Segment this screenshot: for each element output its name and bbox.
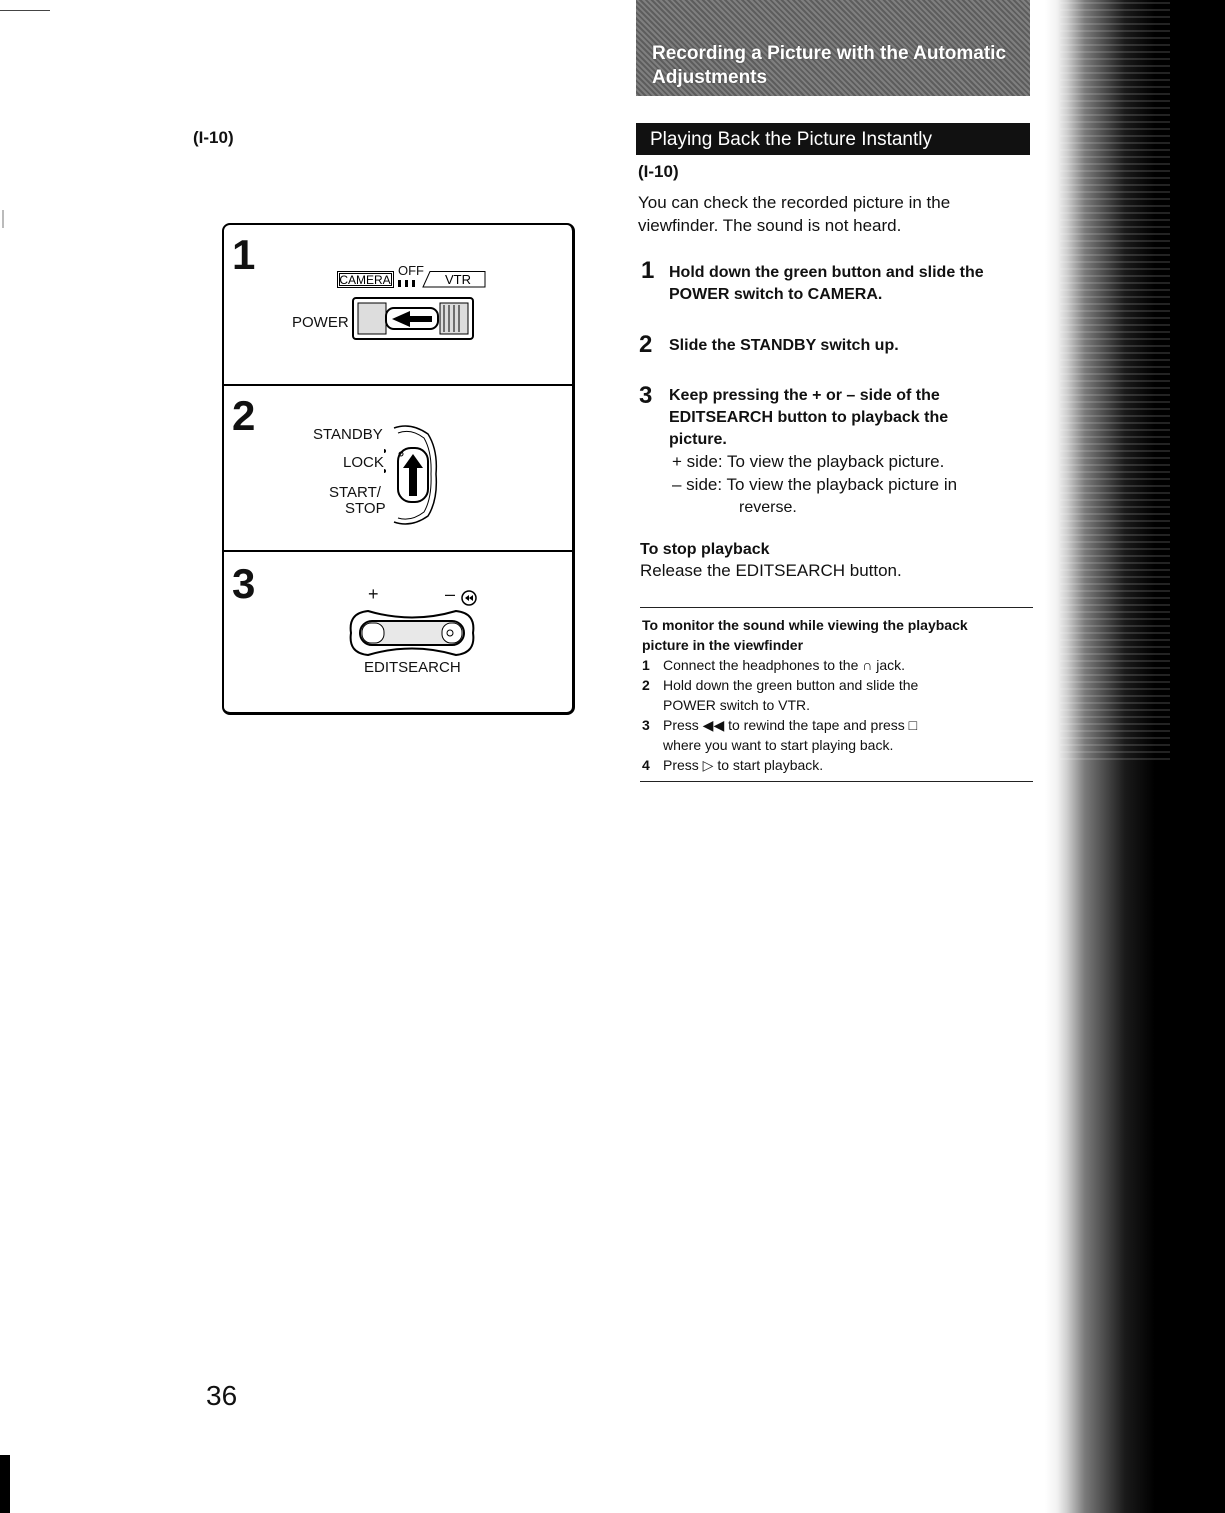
step-instruction: Slide the STANDBY switch up. [669,337,899,354]
section-figure-reference: (I-10) [638,162,679,181]
minus-side-detail: – side: To view the playback picture in [672,475,958,494]
step-line: EDITSEARCH button to playback the [669,409,949,426]
diagram-step-number: 3 [232,560,256,607]
scan-noise [1060,0,1170,760]
vtr-label: VTR [445,272,471,287]
list-item-number: 1 [642,657,650,673]
note-heading [642,615,1027,655]
intro-paragraph [638,191,1008,237]
chapter-title [652,42,1032,90]
list-item-line: where you want to start playing back. [663,737,894,753]
step-instruction [669,385,1009,451]
chapter-title-line2: Adjustments [652,67,768,88]
list-item-line: Press ◀◀ to rewind the tape and press □ [663,717,918,733]
diagram-step-number: 2 [232,392,256,439]
step-line: Keep pressing the + or – side of the [669,387,940,404]
diagram-divider [222,384,575,386]
note-bottom-rule [640,781,1033,782]
reverse-search-icon [460,589,478,607]
list-item-line: POWER switch to VTR. [663,697,811,713]
step-line: POWER switch to CAMERA. [669,286,883,303]
off-label: OFF [398,263,424,278]
stop-heading: To stop playback [640,541,770,558]
list-item-text [663,715,1023,755]
step-number: 2 [639,331,653,358]
list-item-number: 2 [642,677,650,693]
diagram-step-number: 1 [232,231,256,278]
scan-rule [0,10,50,11]
note-heading-line: picture in the viewfinder [642,637,804,653]
note-top-rule [640,607,1033,608]
power-label: POWER [292,314,349,331]
standby-switch-icon [384,424,438,526]
power-switch-icon [352,295,474,343]
diagram-divider [222,550,575,552]
note-heading-line: To monitor the sound while viewing the playback [642,617,968,633]
lock-label: LOCK [343,454,384,471]
minus-side-detail-cont: reverse. [739,499,797,516]
step-line: Hold down the green button and slide the [669,264,984,281]
list-item-number: 3 [642,717,650,733]
step-number: 3 [639,382,653,409]
intro-line: viewfinder. The sound is not heard. [638,216,902,235]
list-item-text [663,675,1023,715]
section-title: Playing Back the Picture Instantly [650,129,932,150]
plus-label: + [368,584,379,604]
stop-label: STOP [345,500,386,517]
intro-line: You can check the recorded picture in the [638,193,951,212]
step-line: picture. [669,431,727,448]
list-item-text: Press ▷ to start playback. [663,757,824,773]
step-instruction [669,262,1029,306]
chapter-title-line1: Recording a Picture with the Automatic [652,43,1007,64]
start-label: START/ [329,484,381,501]
plus-side-detail: + side: To view the playback picture. [672,452,945,471]
editsearch-label: EDITSEARCH [364,659,461,676]
list-item-text: Connect the headphones to the ∩ jack. [663,657,906,673]
list-item-number: 4 [642,757,650,773]
editsearch-button-icon [348,608,476,658]
scan-mark [2,210,4,228]
figure-reference: (I-10) [193,128,234,147]
standby-label: STANDBY [313,426,383,443]
camera-label: CAMERA [339,273,391,287]
binding-mark [0,1455,10,1513]
page-number: 36 [206,1380,238,1411]
list-item-line: Hold down the green button and slide the [663,677,919,693]
stop-text: Release the EDITSEARCH button. [640,561,902,580]
step-number: 1 [641,257,655,284]
minus-label: – [445,584,456,604]
